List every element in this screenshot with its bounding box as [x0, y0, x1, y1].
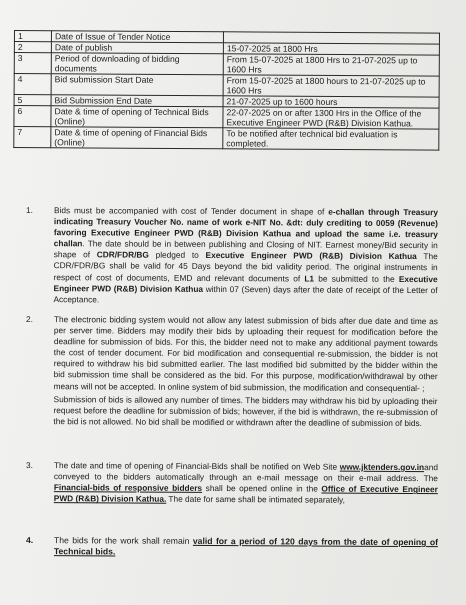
paragraph-text: The date for same shall be intimated separately,: [166, 494, 345, 505]
row-item-cell: Bid submission Start Date: [51, 74, 223, 96]
paragraph-text: Bids must be accompanied with cost of Tender document in shape of: [53, 205, 329, 217]
row-item-cell: Bid Submission End Date: [51, 95, 223, 107]
row-value-cell: 15-07-2025 at 1800 Hrs: [223, 43, 439, 55]
paragraph-bold-text: e-challan through Treasury indicating Treasury Voucher No. name of work e-NIT No. &dt: duly crediting to 0059 (Revenue) favoring Executive Engineer PWD (R&B) Division Kathua and upload the same i.e. treasury challan: [53, 206, 438, 249]
paragraph-text: and conveyed to the bidders automatically through an e-mail message on their e-mail address. The: [53, 462, 438, 484]
row-item-cell: Date of Issue of Tender Notice: [51, 31, 223, 43]
table-row: [14, 106, 439, 130]
row-value-cell: From 15-07-2025 at 1800 hours to 21-07-2025 up to 1600 Hrs: [223, 75, 439, 97]
paragraph-text: The electronic bidding system would not allow any latest submission of bids after due date and time as per server time. Bidders may modify their bids by uploading their request for modification before the deadline for submission of bids. For this, the bidder need not to make any additional payment towards the cost of tender document. For bid modification and consequential re-submission, the bidder is not required to withdraw his bid submitted earlier. The last modified bid submitted by the bidder within the bid submission time shall be considered as the bid. For this purpose, modification/withdrawal by other means will not be accepted. In online system of bid submission, the modification and consequential- ;: [53, 314, 438, 393]
paragraph-2: [25, 314, 438, 429]
paragraph-text: The date and time of opening of Financial-Bids shall be notified on Web Site: [53, 460, 340, 472]
row-number-cell: 7: [14, 127, 51, 148]
table-row: [14, 127, 439, 151]
website-link[interactable]: www.jktenders.gov.in: [339, 461, 425, 473]
paragraph-3: [26, 460, 438, 507]
table-row: [14, 53, 439, 77]
paragraph-bold-text: CDR/FDR/BG: [96, 249, 149, 261]
paragraph-bold-text: Executive Engineer PWD (R&B) Division Kathua: [53, 273, 438, 294]
paragraph-bold-text: Executive Engineer PWD (R&B) Division Kathua: [205, 250, 417, 262]
row-item-cell: Date of publish: [51, 42, 223, 54]
row-number-cell: 3: [14, 53, 51, 74]
paragraph-text: pledged to: [148, 250, 206, 261]
row-number-cell: 4: [14, 74, 51, 95]
paragraph-text: be submitted to the: [314, 273, 399, 284]
paragraph-1: [25, 205, 438, 307]
table-row: [14, 74, 439, 98]
row-value-cell: 21-07-2025 up to 1600 hours: [223, 96, 439, 108]
paragraph-text: Submission of bids is allowed any number of times. The bidders may withdraw his bid by uploading their request before the deadline for submission of bids; however, if the bid is withdrawn, the re-submission of the bid is not allowed. No bid shall be modified or withdrawn after the deadline of submission of bids.: [53, 393, 438, 428]
paragraph-text: shall be opened online in the: [202, 483, 322, 494]
paragraph-bold-text: L1: [304, 273, 315, 284]
paragraph-bold-text: valid for a period of 120 days from the date of opening of Technical bids.: [53, 535, 438, 557]
paragraph-bold-text: Office of Executive Engineer PWD (R&B) Division Kathua.: [53, 483, 438, 505]
row-item-cell: Date & time of opening of Financial Bids (Online): [51, 127, 223, 149]
paragraph-number: 4.: [25, 535, 34, 546]
row-value-cell: From 15-07-2025 at 1800 Hrs to 21-07-2025 up to 1600 Hrs: [223, 54, 439, 76]
row-value-cell: 22-07-2025 on or after 1300 Hrs in the Office of the Executive Engineer PWD (R&B) Division Kathua.: [223, 107, 439, 129]
paragraph-number: 1.: [25, 205, 33, 216]
row-number-cell: 5: [14, 95, 51, 106]
paragraph-bold-text: Financial-bids of responsive bidders: [53, 482, 203, 494]
paragraph-text: The bids for the work shall remain: [53, 535, 193, 546]
row-item-cell: Date & time of opening of Technical Bids (Online): [51, 106, 223, 128]
tender-schedule-table: [13, 30, 440, 151]
paragraph-number: 2.: [25, 314, 33, 325]
row-number-cell: 6: [14, 106, 51, 127]
row-item-cell: Period of downloading of bidding documents: [51, 53, 223, 75]
paragraph-text: The CDR/FDR/BG shall be valid for 45 Days beyond the bid validity period. The original instruments in respect of cost of documents, EMD and relevant documents of: [53, 251, 438, 284]
paragraph-text: within 07 (Seven) days after the date of receipt of the Letter of Acceptance.: [53, 283, 438, 305]
paragraph-text: . The date should be in between publishing and Closing of NIT. Earnest money/Bid security in shape of: [53, 238, 438, 260]
row-value-cell: To be notified after technical bid evaluation is completed.: [223, 128, 439, 150]
row-number-cell: 2: [14, 42, 51, 53]
paragraph-4: [26, 535, 438, 559]
row-number-cell: 1: [14, 31, 51, 42]
paragraph-number: 3.: [25, 460, 33, 471]
